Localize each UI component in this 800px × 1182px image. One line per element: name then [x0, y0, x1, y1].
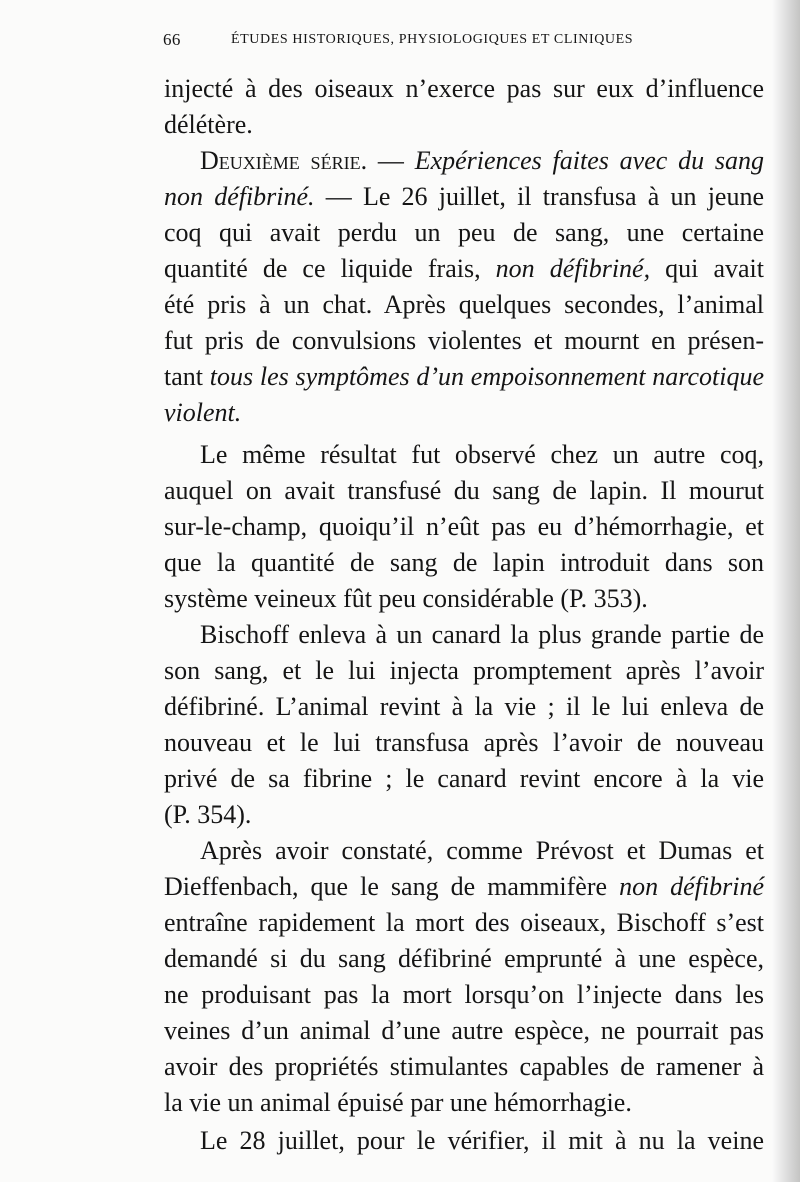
text-line-5: coq qui avait perdu un peu de sang, une certaine [164, 218, 764, 247]
text-line-24: entraîne rapidement la mort des oiseaux, Bischoff s’est [164, 908, 764, 937]
line-text: qui avait [650, 254, 765, 283]
text-line-16: Bischoff enleva à un canard la plus grande partie de [200, 620, 764, 649]
page-gutter-shadow [772, 0, 800, 1182]
text-line-2: délétère. [164, 110, 253, 139]
text-line-10 [164, 394, 764, 432]
text-line-22: Après avoir constaté, comme Prévost et Dumas et [200, 836, 764, 865]
text-line-4 [164, 178, 764, 216]
italic-text: tous les symptômes d’un empoisonnement narcotique [209, 362, 764, 391]
text-line-9 [164, 358, 764, 396]
text-line-13: sur-le-champ, quoiqu’il n’eût pas eu d’hémorrhagie, et [164, 512, 764, 541]
text-line-3 [200, 142, 764, 180]
text-line-15: système veineux fût peu considérable (P. 353). [164, 584, 648, 613]
series-heading: Deuxième série. [200, 146, 368, 175]
line-text: tant [164, 362, 210, 391]
em-dash: — [367, 146, 415, 175]
running-header [163, 30, 703, 56]
line-text: — Le 26 juillet, il transfusa à un jeune [314, 182, 764, 211]
italic-text: violent. [164, 398, 242, 427]
text-line-14: que la quantité de sang de lapin introduit dans son [164, 548, 764, 577]
text-line-8: fut pris de convulsions violentes et mournt en présen- [164, 326, 764, 355]
italic-text: non défibriné [619, 872, 765, 901]
text-line-21: (P. 354). [164, 800, 252, 829]
text-line-7: été pris à un chat. Après quelques secondes, l’animal [164, 290, 764, 319]
text-line-25: demandé si du sang défibriné emprunté à une espèce, [164, 944, 764, 973]
italic-heading-text: Expériences faites avec du sang [414, 146, 765, 175]
text-line-26: ne produisant pas la mort lorsqu’on l’injecte dans les [164, 980, 764, 1009]
text-line-28: avoir des propriétés stimulantes capables de ramener à [164, 1052, 764, 1081]
text-line-12: auquel on avait transfusé du sang de lapin. Il mourut [164, 476, 764, 505]
text-line-30: Le 28 juillet, pour le vérifier, il mit à nu la veine [200, 1126, 764, 1155]
text-line-18: défibriné. L’animal revint à la vie ; il le lui enleva de [164, 692, 764, 721]
page-number: 66 [163, 30, 181, 49]
text-line-20: privé de sa fibrine ; le canard revint encore à la vie [164, 764, 764, 793]
text-line-17: son sang, et le lui injecta promptement après l’avoir [164, 656, 764, 685]
running-title: ÉTUDES HISTORIQUES, PHYSIOLOGIQUES ET CLINIQUES [231, 32, 634, 47]
italic-text: non défibriné. [164, 182, 315, 211]
text-line-11: Le même résultat fut observé chez un autre coq, [200, 440, 764, 469]
line-text: quantité de ce liquide frais, [164, 254, 496, 283]
text-line-29: la vie un animal épuisé par une hémorrhagie. [164, 1088, 632, 1117]
line-text: Dieffenbach, que le sang de mammifère [164, 872, 620, 901]
text-line-1: injecté à des oiseaux n’exerce pas sur eux d’influence [164, 74, 764, 103]
italic-text: non défibriné, [495, 254, 651, 283]
text-line-19: nouveau et le lui transfusa après l’avoir de nouveau [164, 728, 764, 757]
text-line-6 [164, 250, 764, 288]
text-line-27: veines d’un animal d’une autre espèce, ne pourrait pas [164, 1016, 764, 1045]
text-line-23 [164, 868, 764, 906]
